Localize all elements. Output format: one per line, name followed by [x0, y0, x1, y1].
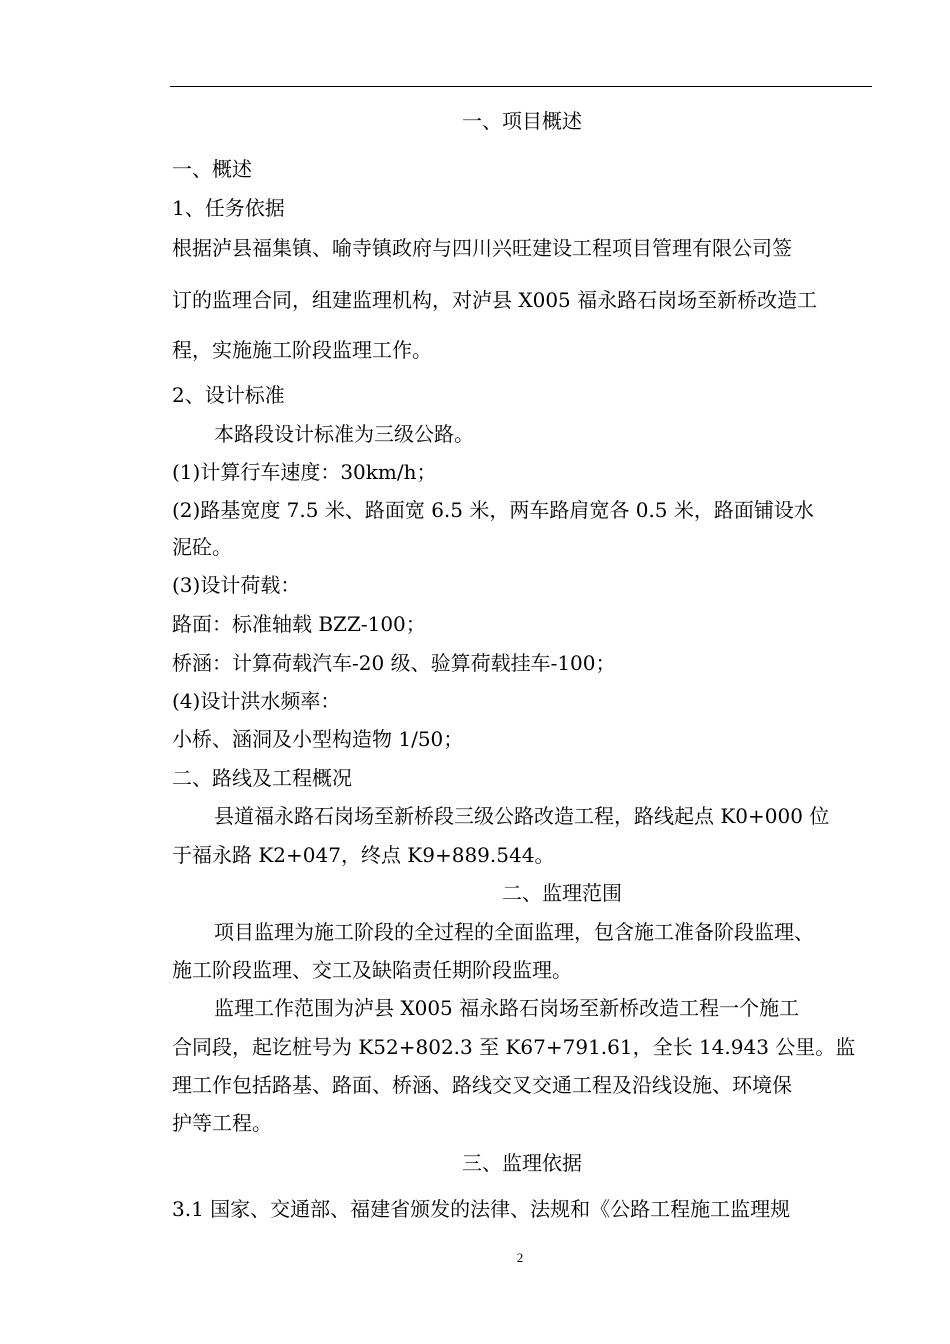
load-road: 路面：标准轴载 BZZ-100；	[172, 612, 426, 636]
section3-heading: 三、监理依据	[462, 1151, 582, 1175]
route-para-line: 于福永路 K2+047，终点 K9+889.544。	[172, 843, 555, 867]
item2-title: 2、设计标准	[172, 383, 285, 407]
item2-intro: 本路段设计标准为三级公路。	[214, 422, 474, 446]
flood-value: 小桥、涵洞及小型构造物 1/50；	[172, 727, 464, 751]
item31-line: 3.1 国家、交通部、福建省颁发的法律、法规和《公路工程施工监理规	[172, 1197, 791, 1221]
scope-para-line: 合同段，起讫桩号为 K52+802.3 至 K67+791.61，全长 14.943 公里。监	[172, 1035, 856, 1059]
overview-subheading: 一、概述	[172, 157, 252, 181]
item1-title: 1、任务依据	[172, 196, 285, 220]
section1-heading: 一、项目概述	[462, 109, 582, 133]
item1-para-line: 根据泸县福集镇、喻寺镇政府与四川兴旺建设工程项目管理有限公司签	[172, 236, 792, 260]
width-line: (2)路基宽度 7.5 米、路面宽 6.5 米，两车路肩宽各 0.5 米，路面铺设水	[172, 498, 814, 522]
section2-heading: 二、监理范围	[502, 881, 622, 905]
load-bridge: 桥涵：计算荷载汽车-20 级、验算荷载挂车-100；	[172, 651, 616, 675]
scope-para-line: 施工阶段监理、交工及缺陷责任期阶段监理。	[172, 958, 572, 982]
item1-para-line: 程，实施施工阶段监理工作。	[172, 338, 432, 362]
load-title: (3)设计荷载：	[172, 573, 301, 597]
speed-line: (1)计算行车速度：30km/h；	[172, 460, 437, 484]
route-title: 二、路线及工程概况	[172, 766, 352, 790]
width-line: 泥砼。	[172, 535, 232, 559]
header-rule	[170, 86, 872, 87]
scope-para-line: 理工作包括路基、路面、桥涵、路线交叉交通工程及沿线设施、环境保	[172, 1073, 792, 1097]
flood-title: (4)设计洪水频率：	[172, 689, 341, 713]
scope-para-line: 项目监理为施工阶段的全过程的全面监理，包含施工准备阶段监理、	[214, 920, 814, 944]
scope-para-line: 监理工作范围为泸县 X005 福永路石岗场至新桥改造工程一个施工	[214, 996, 800, 1020]
page-number: 2	[516, 1250, 524, 1265]
scope-para-line: 护等工程。	[172, 1111, 272, 1135]
item1-para-line: 订的监理合同，组建监理机构，对泸县 X005 福永路石岗场至新桥改造工	[172, 288, 818, 312]
route-para-line: 县道福永路石岗场至新桥段三级公路改造工程，路线起点 K0+000 位	[214, 804, 830, 828]
